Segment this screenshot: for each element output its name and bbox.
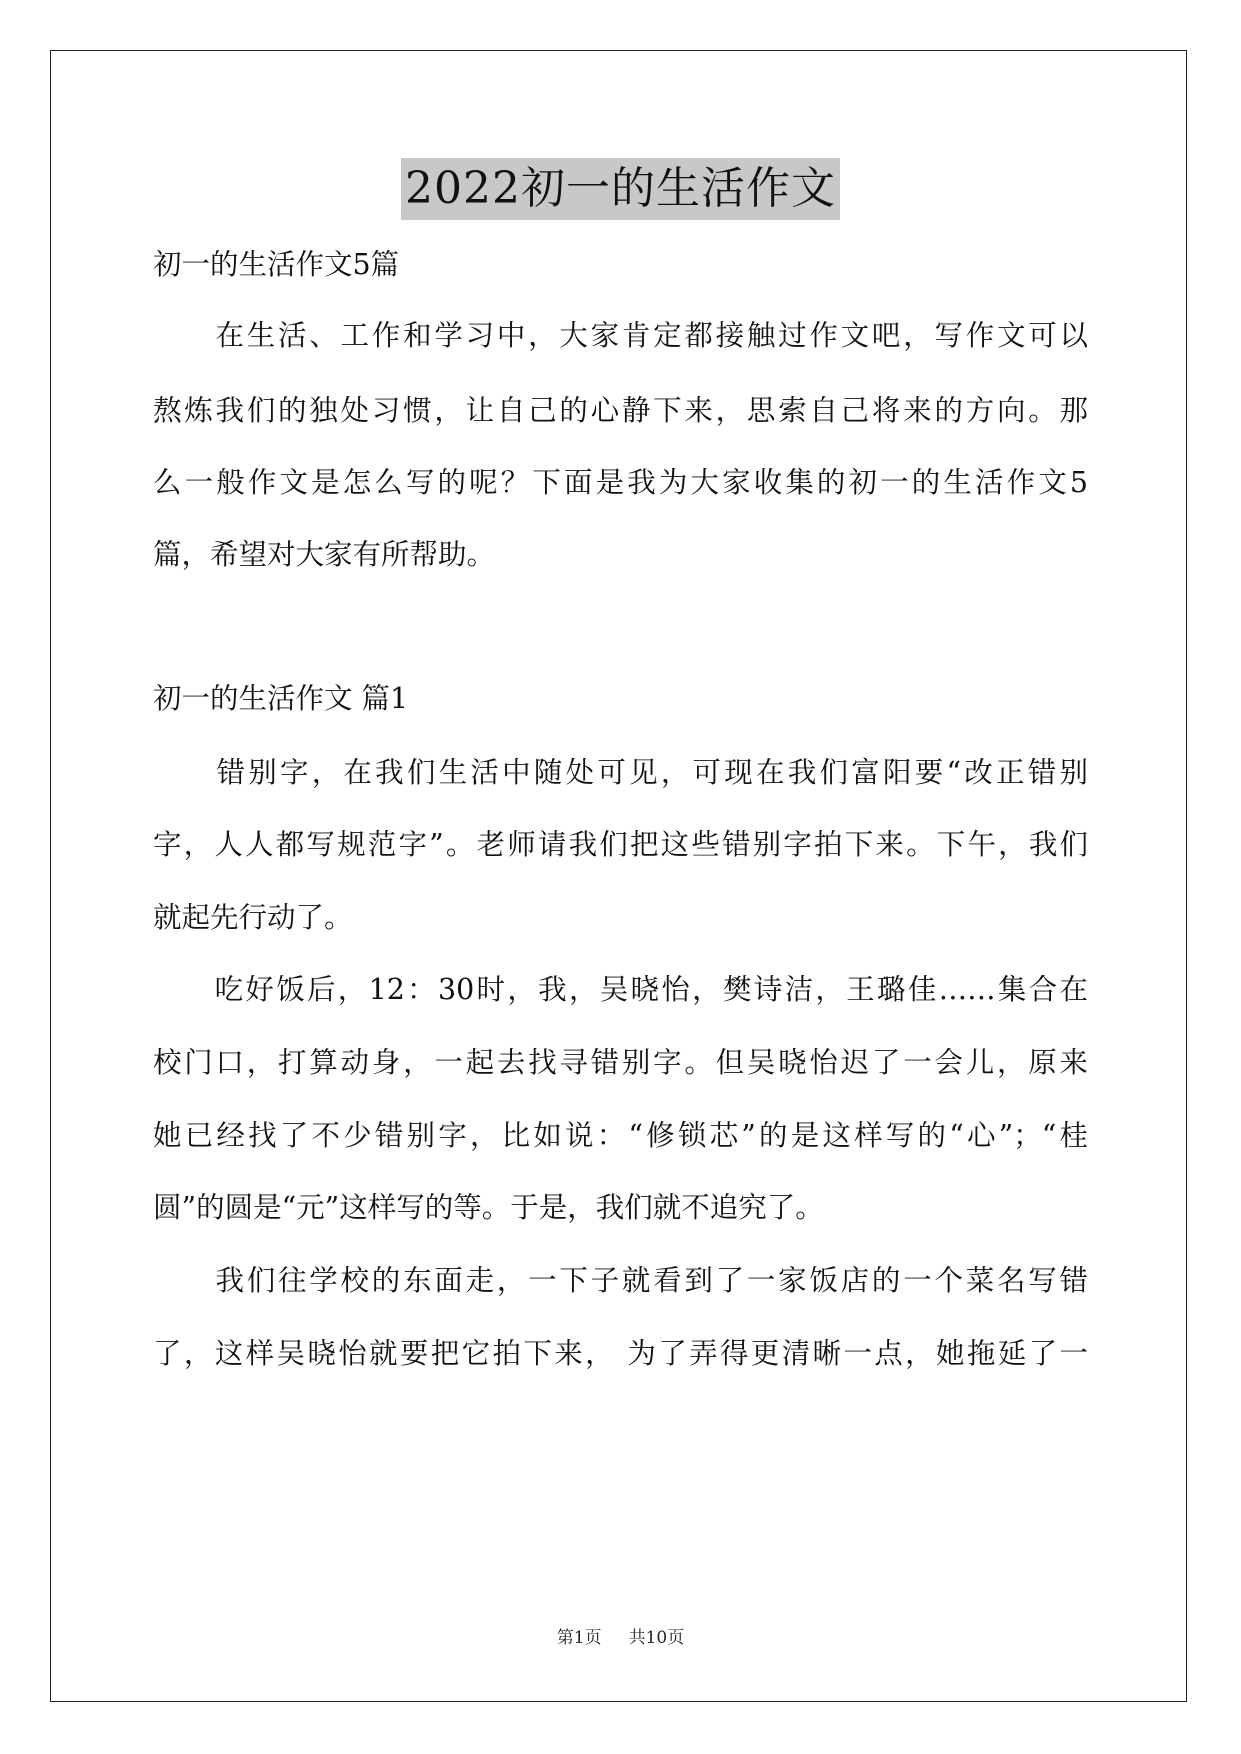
body-line: 圆”的圆是“元”这样写的等。于是，我们就不追究了。 (153, 1191, 824, 1224)
page-footer (0, 1623, 1241, 1648)
title-wrap (0, 158, 1241, 220)
subtitle: 初一的生活作文5篇 (153, 248, 400, 281)
body-line: 字，人人都写规范字”。老师请我们把这些错别字拍下来。下午，我们 (153, 828, 1088, 861)
body-line: 我们往学校的东面走，一下子就看到了一家饭店的一个菜名写错 (153, 1264, 1088, 1297)
page-border (50, 50, 1187, 1702)
section-heading: 初一的生活作文 篇1 (153, 682, 409, 715)
body-line: 就起先行动了。 (153, 901, 353, 934)
body-line: 在生活、工作和学习中，大家肯定都接触过作文吧，写作文可以 (153, 319, 1088, 352)
body-line: 熬炼我们的独处习惯，让自己的心静下来，思索自己将来的方向。那 (153, 394, 1088, 427)
body-line: 错别字，在我们生活中随处可见，可现在我们富阳要“改正错别 (153, 756, 1088, 789)
body-line: 篇，希望对大家有所帮助。 (153, 538, 496, 571)
document-title: 2022初一的生活作文 (401, 158, 840, 220)
page-total: 共10页 (628, 1628, 685, 1648)
body-line: 吃好饭后，12：30时，我，吴晓怡，樊诗洁，王璐佳……集合在 (153, 973, 1088, 1006)
body-line: 校门口，打算动身，一起去找寻错别字。但吴晓怡迟了一会儿，原来 (153, 1046, 1088, 1079)
body-line: 么一般作文是怎么写的呢？下面是我为大家收集的初一的生活作文5 (153, 466, 1088, 499)
body-line: 她已经找了不少错别字，比如说：“修锁芯”的是这样写的“心”；“桂 (153, 1119, 1088, 1152)
page-number: 第1页 (556, 1628, 602, 1648)
body-line: 了，这样吴晓怡就要把它拍下来， 为了弄得更清晰一点，她拖延了一 (153, 1337, 1088, 1370)
